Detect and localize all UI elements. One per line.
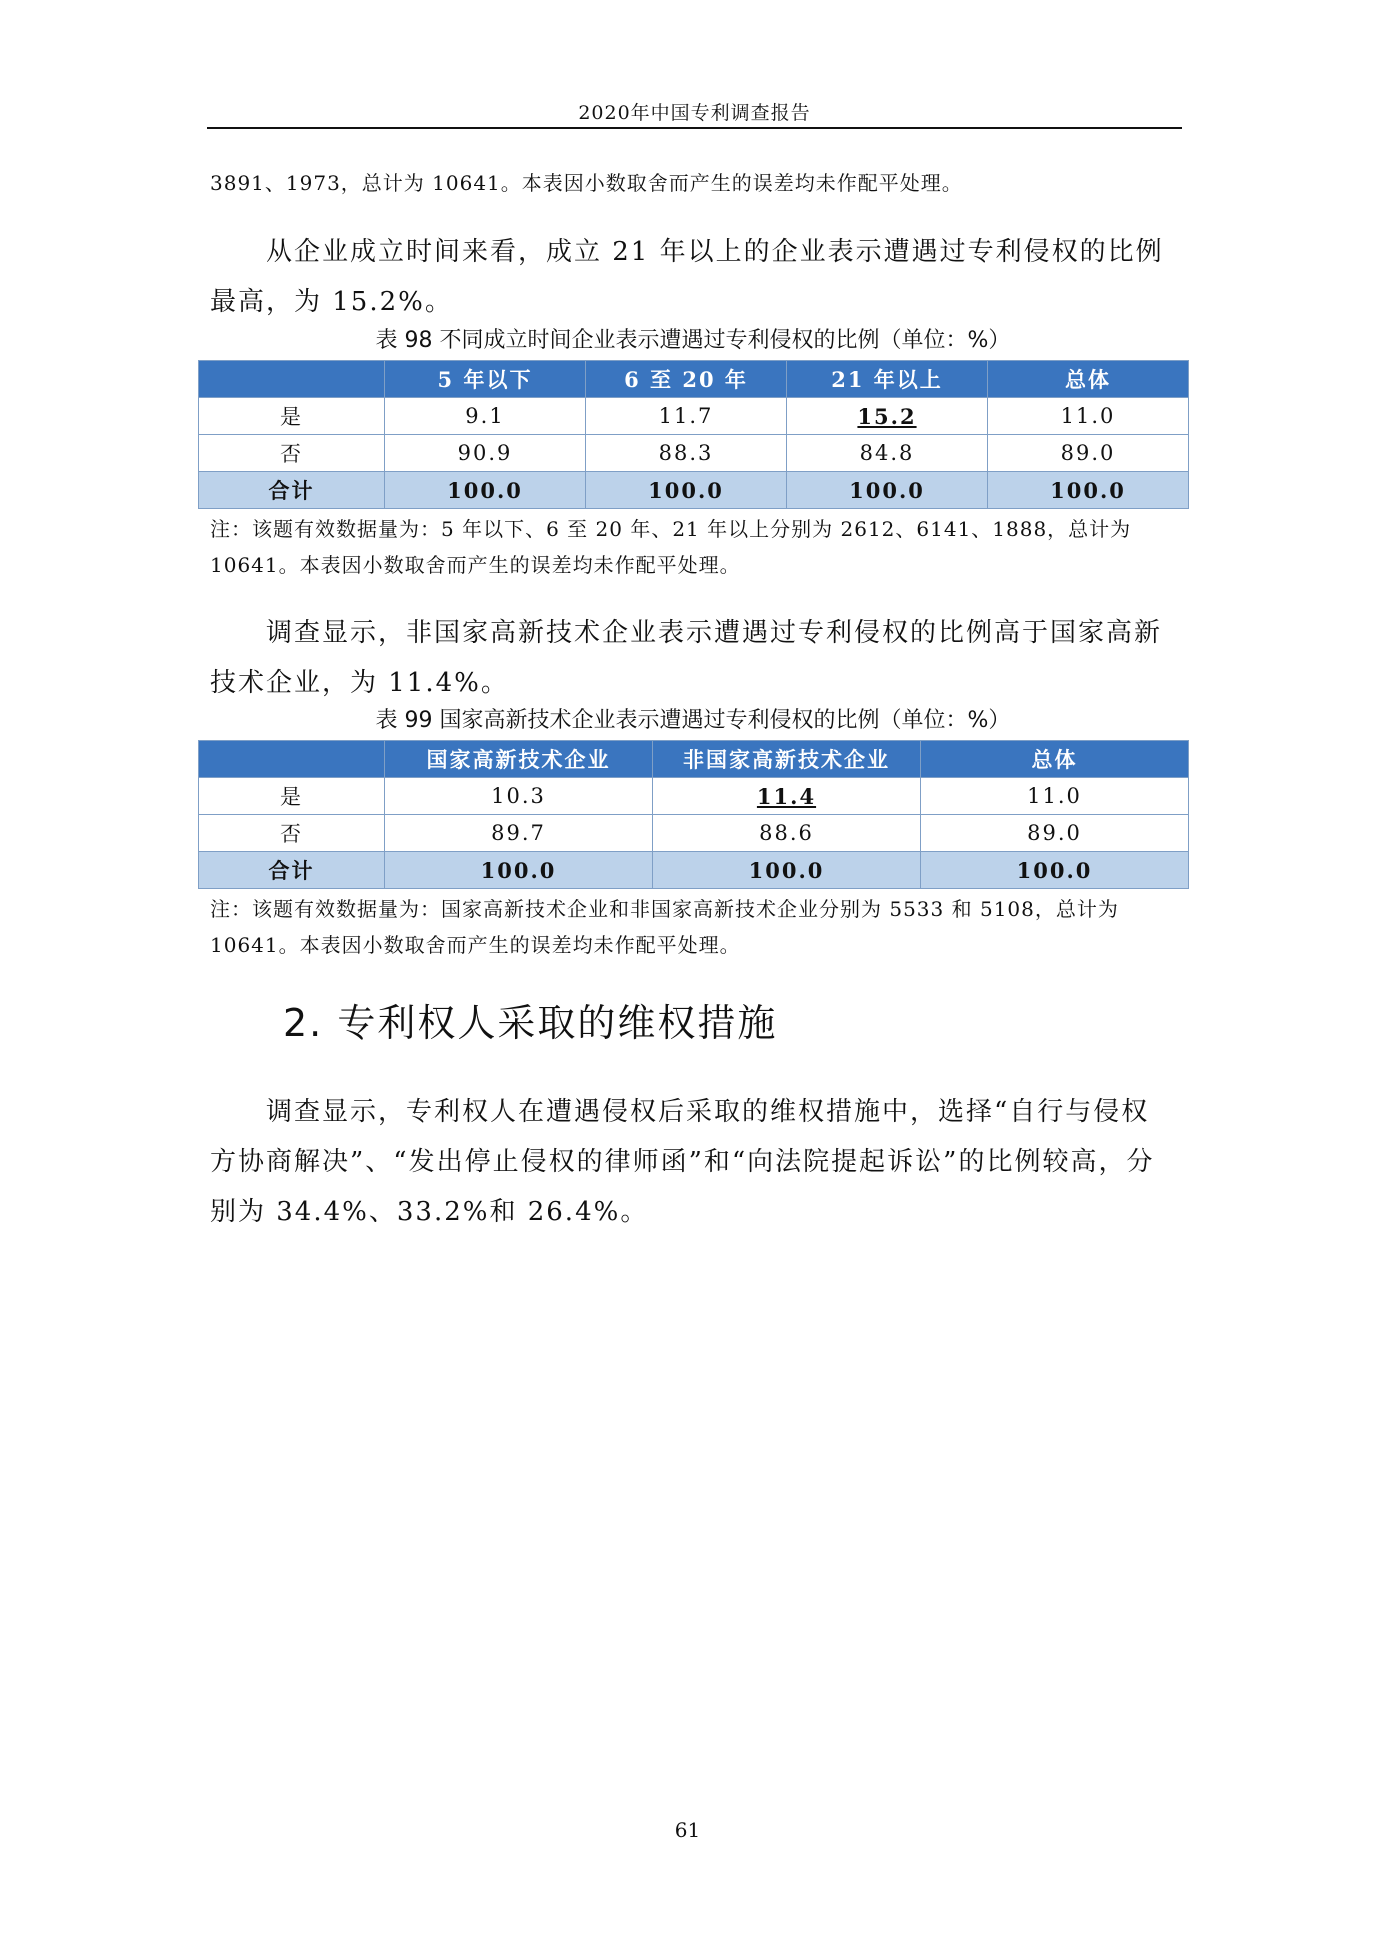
table-cell: 11.7 bbox=[586, 398, 787, 435]
table-row bbox=[199, 815, 1189, 852]
header-cell: 21 年以上 bbox=[787, 361, 988, 398]
table-cell: 100.0 bbox=[787, 472, 988, 509]
table-cell: 10.3 bbox=[385, 778, 653, 815]
section-heading: 2. 专利权人采取的维权措施 bbox=[283, 1001, 778, 1045]
table-99 bbox=[198, 740, 1189, 889]
table-header-row bbox=[199, 741, 1189, 778]
table-98-note: 注：该题有效数据量为：5 年以下、6 至 20 年、21 年以上分别为 2612、6141、1888，总计为 10641。本表因小数取舍而产生的误差均未作配平处理。 bbox=[210, 517, 1132, 577]
table-header-row bbox=[199, 361, 1189, 398]
row-label: 否 bbox=[199, 435, 385, 472]
table-total-row bbox=[199, 472, 1189, 509]
table-cell: 9.1 bbox=[385, 398, 586, 435]
table-98-caption: 表 98 不同成立时间企业表示遭遇过专利侵权的比例（单位：%） bbox=[375, 328, 1011, 353]
header-cell: 总体 bbox=[921, 741, 1189, 778]
table-cell: 100.0 bbox=[385, 852, 653, 889]
table-cell: 100.0 bbox=[653, 852, 921, 889]
row-label: 是 bbox=[199, 778, 385, 815]
header-cell: 5 年以下 bbox=[385, 361, 586, 398]
paragraph-high-tech: 调查显示，非国家高新技术企业表示遭遇过专利侵权的比例高于国家高新技术企业，为 11.4%。 bbox=[210, 618, 1163, 698]
table-cell: 100.0 bbox=[921, 852, 1189, 889]
header-cell: 国家高新技术企业 bbox=[385, 741, 653, 778]
table-cell: 88.6 bbox=[653, 815, 921, 852]
running-header: 2020年中国专利调查报告 bbox=[578, 102, 811, 124]
table-cell: 90.9 bbox=[385, 435, 586, 472]
table-cell: 11.0 bbox=[988, 398, 1189, 435]
table-cell: 89.7 bbox=[385, 815, 653, 852]
table-cell-highlight: 15.2 bbox=[787, 398, 988, 435]
table-row bbox=[199, 435, 1189, 472]
row-label: 合计 bbox=[199, 472, 385, 509]
note-continued: 3891、1973，总计为 10641。本表因小数取舍而产生的误差均未作配平处理。 bbox=[210, 171, 963, 195]
row-label: 否 bbox=[199, 815, 385, 852]
table-cell: 100.0 bbox=[586, 472, 787, 509]
page-number: 61 bbox=[674, 1818, 701, 1842]
table-cell: 100.0 bbox=[385, 472, 586, 509]
header-rule bbox=[207, 127, 1182, 129]
header-cell: 6 至 20 年 bbox=[586, 361, 787, 398]
header-cell: 总体 bbox=[988, 361, 1189, 398]
header-cell bbox=[199, 741, 385, 778]
table-cell: 11.0 bbox=[921, 778, 1189, 815]
row-label: 是 bbox=[199, 398, 385, 435]
header-cell bbox=[199, 361, 385, 398]
table-cell-highlight: 11.4 bbox=[653, 778, 921, 815]
table-cell: 89.0 bbox=[988, 435, 1189, 472]
table-99-caption: 表 99 国家高新技术企业表示遭遇过专利侵权的比例（单位：%） bbox=[375, 708, 1011, 733]
row-label: 合计 bbox=[199, 852, 385, 889]
paragraph-rights-measures: 调查显示，专利权人在遭遇侵权后采取的维权措施中，选择“自行与侵权方协商解决”、“发出停止侵权的律师函”和“向法院提起诉讼”的比例较高，分别为 34.4%、33.2%和 26.4%。 bbox=[210, 1097, 1155, 1227]
paragraph-establishment-time: 从企业成立时间来看，成立 21 年以上的企业表示遭遇过专利侵权的比例最高，为 15.2%。 bbox=[210, 237, 1164, 317]
table-99-note: 注：该题有效数据量为：国家高新技术企业和非国家高新技术企业分别为 5533 和 5108，总计为 10641。本表因小数取舍而产生的误差均未作配平处理。 bbox=[210, 897, 1119, 957]
table-cell: 89.0 bbox=[921, 815, 1189, 852]
table-cell: 100.0 bbox=[988, 472, 1189, 509]
table-total-row bbox=[199, 852, 1189, 889]
table-98 bbox=[198, 360, 1189, 509]
table-cell: 84.8 bbox=[787, 435, 988, 472]
table-row bbox=[199, 778, 1189, 815]
header-cell: 非国家高新技术企业 bbox=[653, 741, 921, 778]
table-cell: 88.3 bbox=[586, 435, 787, 472]
table-row bbox=[199, 398, 1189, 435]
